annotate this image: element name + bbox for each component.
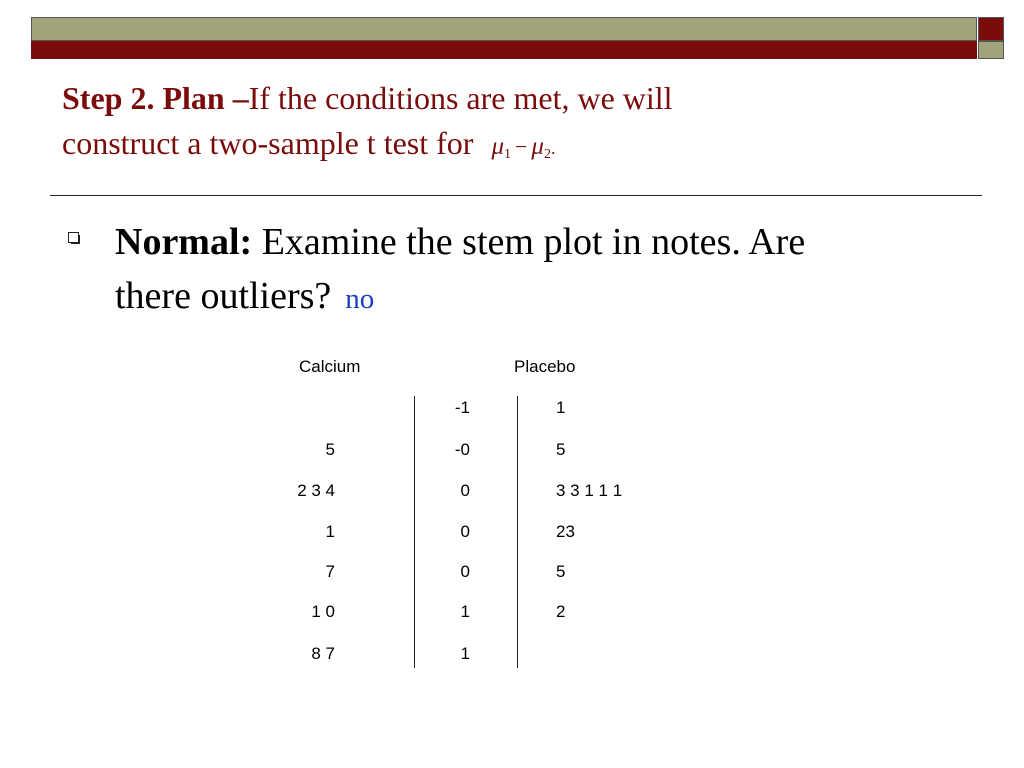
header-bar-red bbox=[31, 41, 977, 59]
stem-plot-row bbox=[280, 520, 680, 544]
mu-symbol-2: μ bbox=[531, 133, 544, 160]
mu-symbol-1: μ bbox=[491, 133, 504, 160]
stem-plot-row bbox=[280, 479, 680, 503]
stem-value: -1 bbox=[454, 398, 470, 417]
mu-subscript-2: 2 bbox=[543, 147, 551, 162]
stem-plot-row bbox=[280, 642, 680, 666]
title-line-2 bbox=[62, 121, 962, 177]
stem-value: 1 bbox=[460, 602, 470, 621]
corner-square-olive bbox=[978, 41, 1004, 59]
bullet-text-1: Examine the stem plot in notes. Are bbox=[261, 221, 806, 263]
slide-title bbox=[62, 76, 962, 177]
header-bar-olive bbox=[31, 17, 977, 41]
stem-plot-row bbox=[280, 438, 680, 462]
checkbox-bullet-icon bbox=[68, 232, 79, 243]
mu-subscript-1: 1 bbox=[504, 147, 511, 162]
stem-leaf-placebo: 5 bbox=[556, 562, 566, 581]
title-line-1 bbox=[62, 76, 962, 121]
stem-plot-row bbox=[280, 396, 680, 420]
stem-leaf-calcium: 5 bbox=[325, 440, 335, 459]
bullet-normal bbox=[115, 215, 975, 326]
stem-value: -0 bbox=[454, 440, 470, 459]
stem-plot-right-header: Placebo bbox=[514, 357, 576, 376]
stem-leaf-calcium: 8 7 bbox=[311, 644, 335, 663]
stem-value: 0 bbox=[460, 481, 470, 500]
bullet-text-2: there outliers? bbox=[115, 275, 332, 317]
stem-plot-row bbox=[280, 560, 680, 584]
divider-line bbox=[50, 195, 982, 196]
bullet-line-1 bbox=[115, 215, 975, 269]
title-rest: If the conditions are met, we will bbox=[248, 80, 673, 116]
bullet-label: Normal: bbox=[115, 221, 253, 263]
stem-plot-row bbox=[280, 600, 680, 624]
stem-leaf-placebo: 1 bbox=[556, 398, 566, 417]
stem-value: 0 bbox=[460, 562, 470, 581]
stem-plot-left-header: Calcium bbox=[299, 357, 361, 376]
title-bold: Step 2. Plan – bbox=[62, 80, 249, 116]
stem-leaf-calcium: 1 0 bbox=[311, 602, 335, 621]
stem-leaf-placebo: 23 bbox=[556, 522, 575, 541]
stem-value: 0 bbox=[460, 522, 470, 541]
bullet-line-2 bbox=[115, 269, 975, 326]
minus-sign: − bbox=[515, 134, 528, 159]
answer-text: no bbox=[345, 283, 375, 315]
stem-leaf-calcium: 2 3 4 bbox=[297, 481, 335, 500]
stem-leaf-calcium: 1 bbox=[325, 522, 335, 541]
title-line2-text: construct a two-sample t test for bbox=[62, 125, 474, 161]
stem-leaf-placebo: 3 3 1 1 1 bbox=[556, 481, 623, 500]
corner-square-red bbox=[978, 17, 1004, 41]
stem-leaf-placebo: 5 bbox=[556, 440, 566, 459]
stem-leaf-placebo: 2 bbox=[556, 602, 566, 621]
stem-value: 1 bbox=[460, 644, 470, 663]
stem-leaf-calcium: 7 bbox=[325, 562, 335, 581]
title-period: . bbox=[550, 138, 556, 158]
mu-difference-formula bbox=[491, 125, 555, 161]
